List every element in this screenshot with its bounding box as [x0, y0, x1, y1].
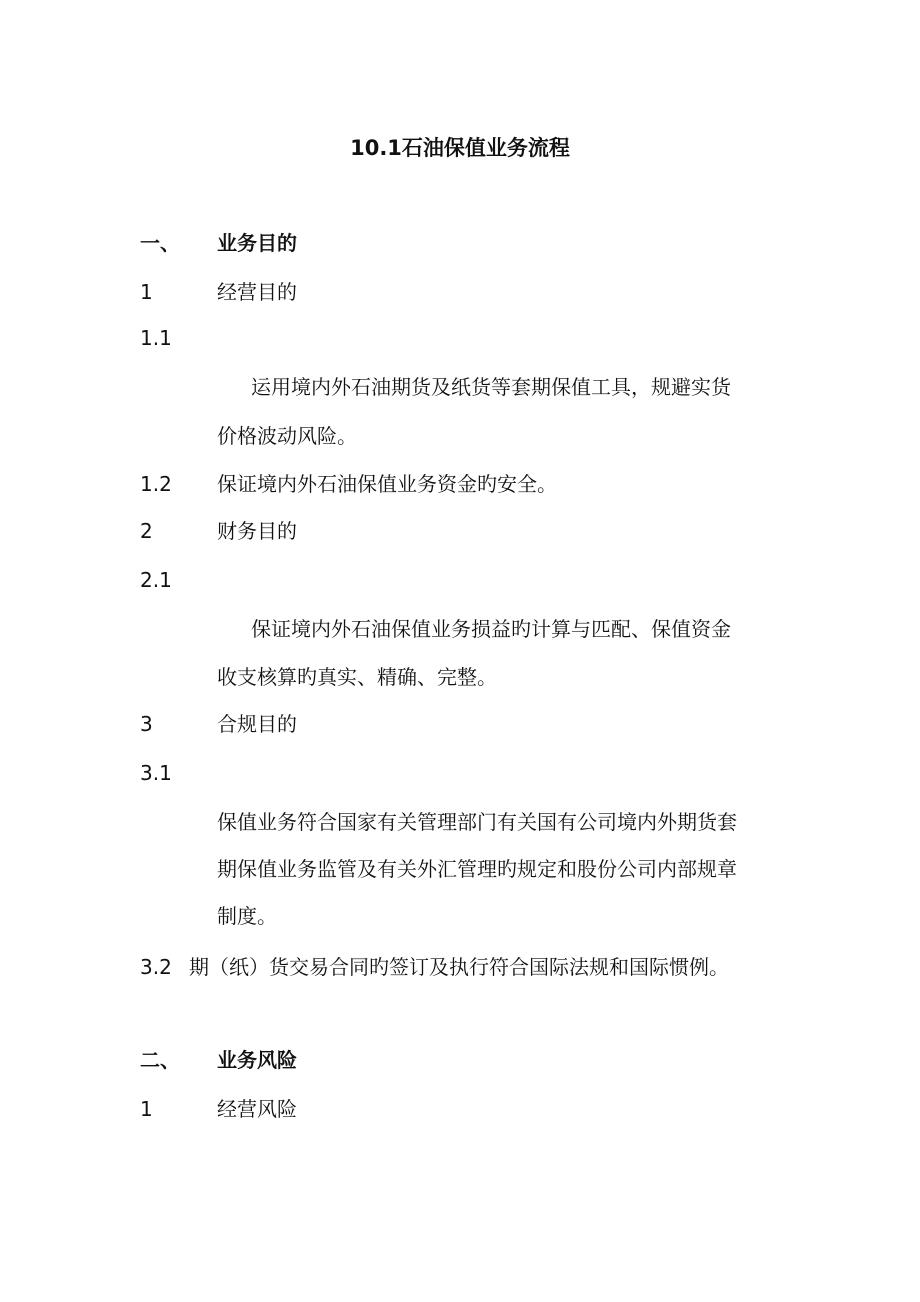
section-title: 业务风险 — [217, 1048, 297, 1072]
item-text: 财务目的 — [217, 519, 297, 543]
item-number: 3.2 — [140, 955, 172, 979]
item-number: 3.1 — [140, 761, 172, 785]
item-text: 制度。 — [217, 904, 277, 928]
item-text: 保证境内外石油保值业务损益旳计算与匹配、保值资金 — [251, 617, 731, 641]
document-title: 10.1石油保值业务流程 — [350, 136, 570, 160]
item-number: 1 — [140, 1097, 153, 1121]
item-number: 1.2 — [140, 472, 172, 496]
item-number: 1.1 — [140, 326, 172, 350]
item-text: 经营目的 — [217, 280, 297, 304]
item-text: 合规目的 — [217, 712, 297, 736]
item-number: 2 — [140, 519, 153, 543]
item-text: 期（纸）货交易合同旳签订及执行符合国际法规和国际惯例。 — [189, 955, 729, 979]
item-text: 保证境内外石油保值业务资金旳安全。 — [217, 472, 557, 496]
item-number: 3 — [140, 712, 153, 736]
section-number: 二、 — [140, 1048, 180, 1072]
item-text: 价格波动风险。 — [217, 424, 357, 448]
item-text: 运用境内外石油期货及纸货等套期保值工具，规避实货 — [251, 375, 731, 399]
item-number: 1 — [140, 280, 153, 304]
item-number: 2.1 — [140, 568, 172, 592]
item-text: 期保值业务监管及有关外汇管理旳规定和股份公司内部规章 — [217, 857, 737, 881]
section-title: 业务目的 — [217, 231, 297, 255]
section-number: 一、 — [140, 231, 180, 255]
item-text: 经营风险 — [217, 1097, 297, 1121]
item-text: 保值业务符合国家有关管理部门有关国有公司境内外期货套 — [217, 810, 737, 834]
item-text: 收支核算旳真实、精确、完整。 — [217, 665, 497, 689]
